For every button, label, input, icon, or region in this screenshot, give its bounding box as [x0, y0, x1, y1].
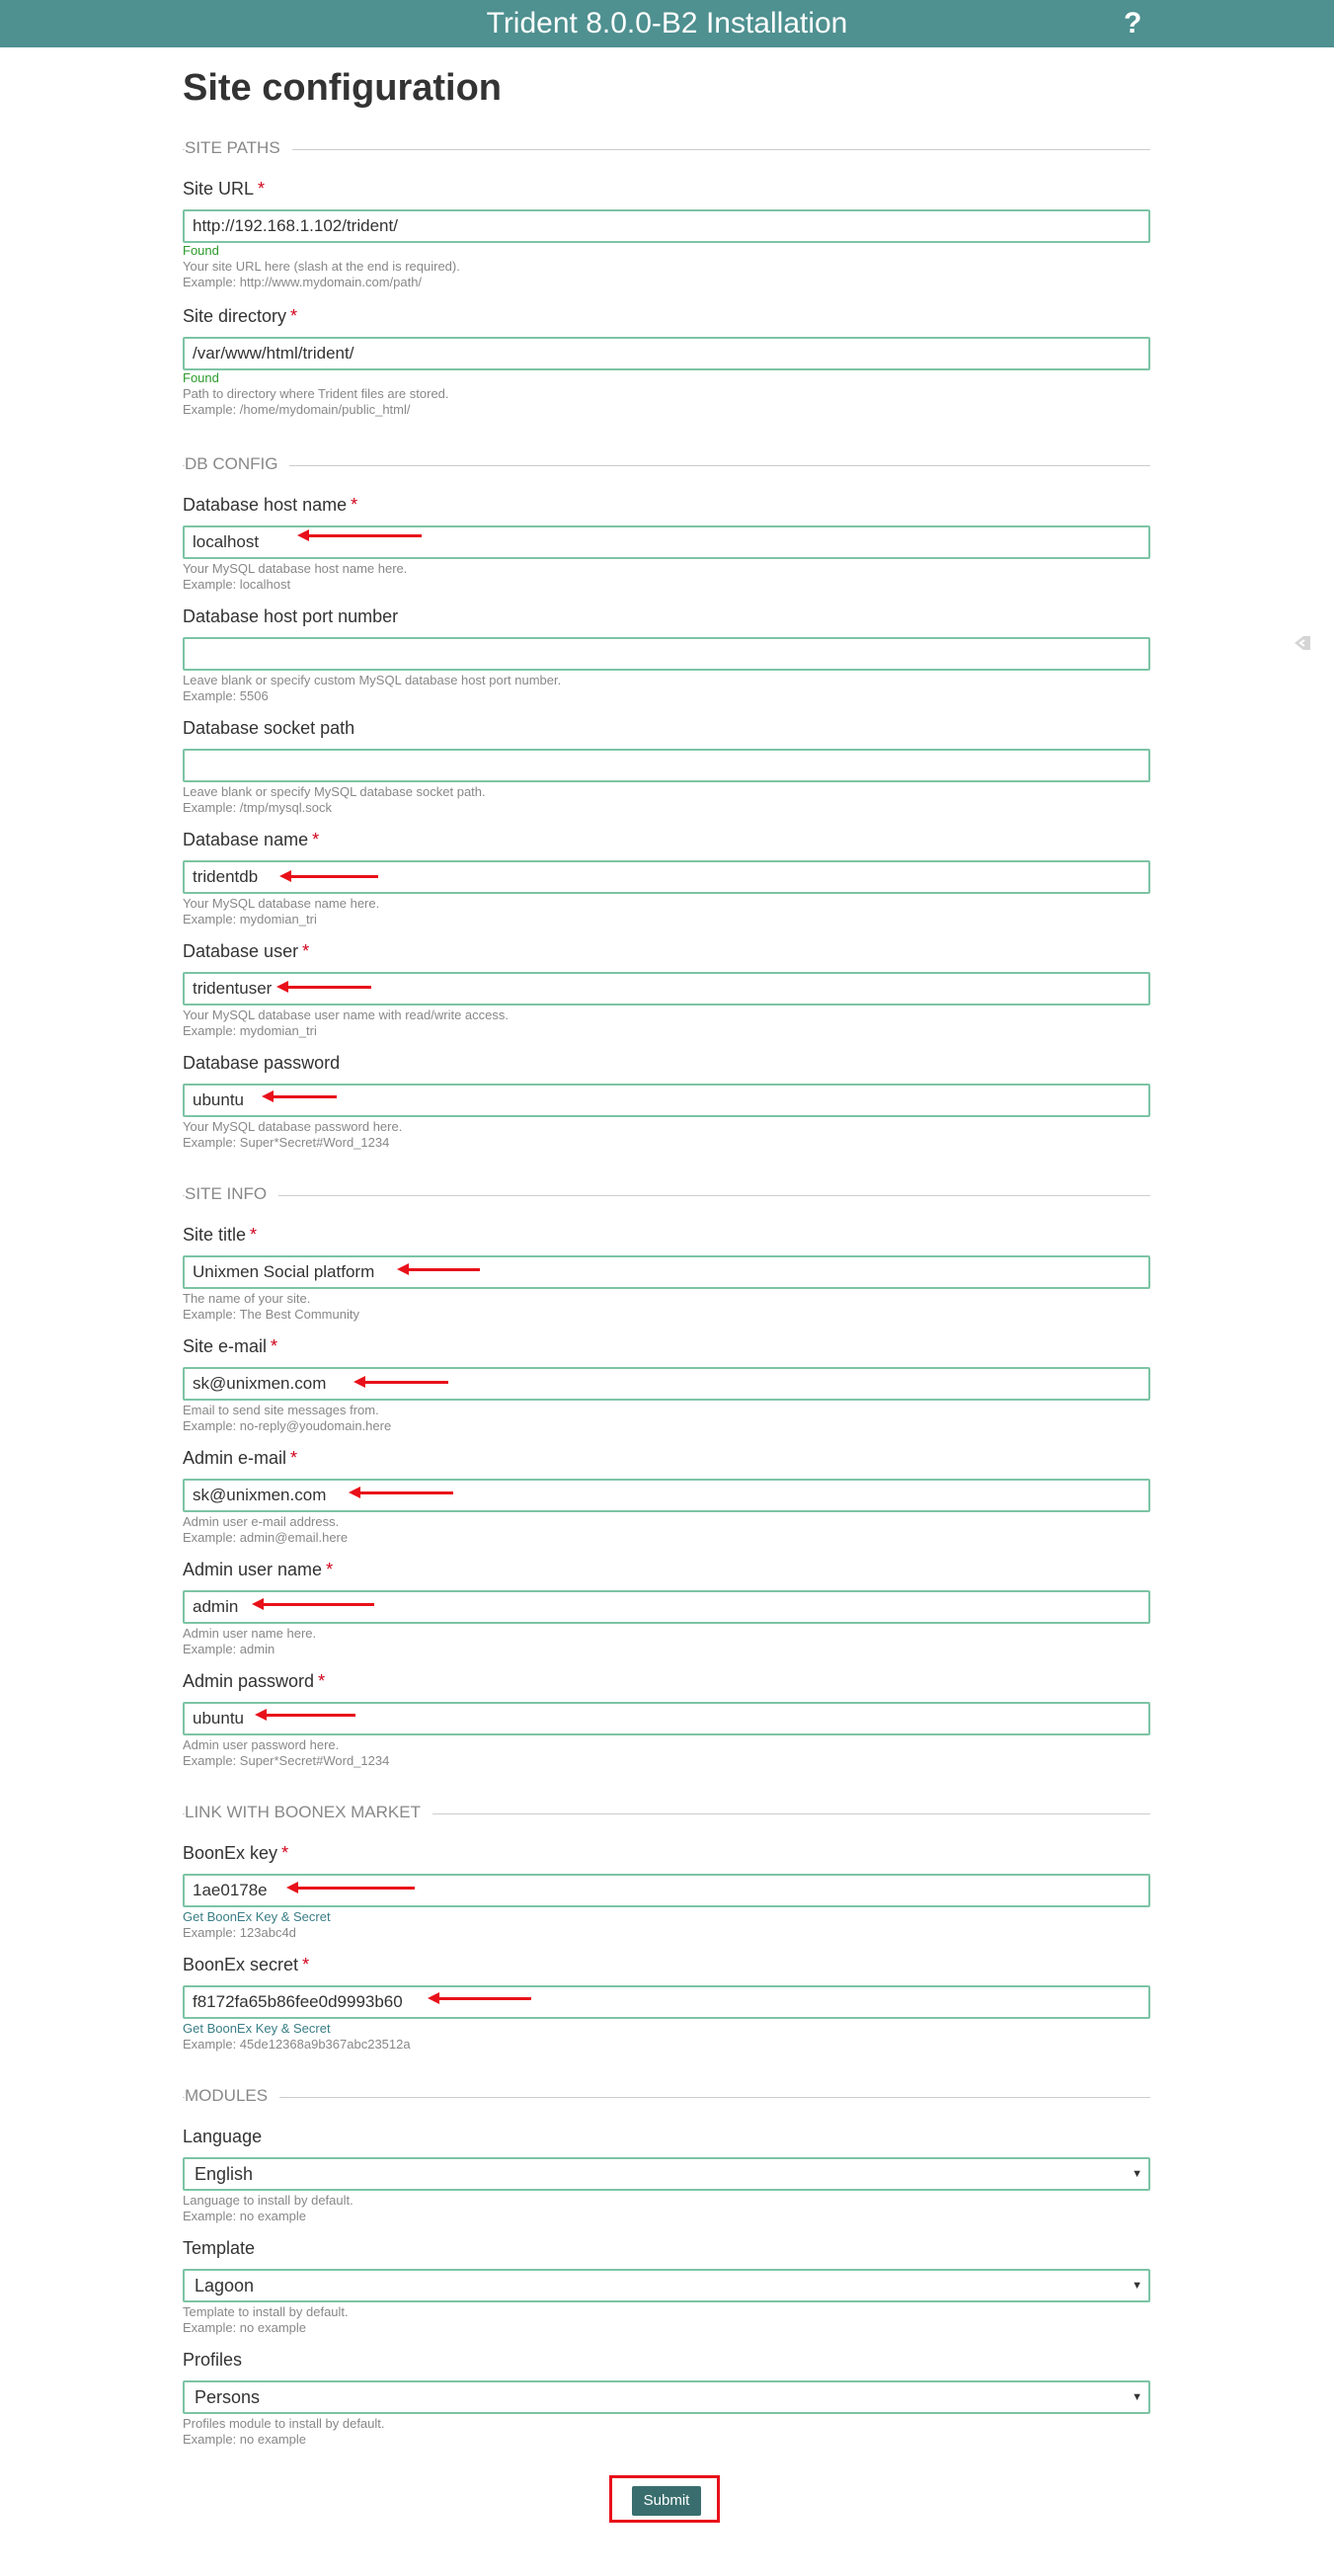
- boonex-key-input[interactable]: 1ae0178e: [183, 1874, 1150, 1907]
- field-label: Database password: [183, 1053, 341, 1073]
- template-select[interactable]: [183, 2269, 1150, 2302]
- site-directory-field: [183, 305, 1150, 417]
- submit-highlight-box: [609, 2475, 720, 2523]
- field-example: Example: The Best Community: [183, 1307, 359, 1322]
- field-help: Profiles module to install by default.: [183, 2416, 385, 2431]
- field-example: Example: 5506: [183, 688, 269, 703]
- db-password-field: [183, 1052, 1150, 1150]
- red-arrow-annotation: [265, 1714, 355, 1717]
- field-label: Database name: [183, 830, 309, 849]
- site-url-input[interactable]: http://192.168.1.102/trident/: [183, 209, 1150, 243]
- field-label: Admin password: [183, 1671, 315, 1691]
- boonex-secret-input[interactable]: f8172fa65b86fee0d9993b60: [183, 1985, 1150, 2019]
- field-help: Admin user e-mail address.: [183, 1514, 340, 1529]
- field-example: Example: 123abc4d: [183, 1925, 296, 1940]
- app-title: Trident 8.0.0-B2 Installation: [486, 7, 848, 40]
- field-example: Example: Super*Secret#Word_1234: [183, 1135, 390, 1150]
- select-value: Persons: [195, 2387, 261, 2407]
- section-title: SITE PATHS: [185, 138, 292, 158]
- field-help: Template to install by default.: [183, 2304, 349, 2319]
- field-label: Admin user name: [183, 1560, 323, 1579]
- required-mark: *: [271, 1336, 278, 1356]
- db-socket-field: [183, 717, 1150, 815]
- template-field: [183, 2237, 1150, 2335]
- field-help: Email to send site messages from.: [183, 1403, 379, 1417]
- field-help: Your MySQL database name here.: [183, 896, 380, 911]
- field-example: Example: 45de12368a9b367abc23512a: [183, 2037, 411, 2052]
- red-arrow-annotation: [407, 1268, 480, 1271]
- field-help: Your MySQL database password here.: [183, 1119, 403, 1134]
- red-arrow-annotation: [437, 1997, 531, 2000]
- field-help: Path to directory where Trident files are stored.: [183, 386, 449, 401]
- db-port-input[interactable]: [183, 637, 1150, 671]
- select-value: Lagoon: [195, 2276, 255, 2295]
- db-host-field: [183, 494, 1150, 592]
- field-label: BoonEx key: [183, 1843, 278, 1863]
- field-help: Leave blank or specify custom MySQL database host port number.: [183, 673, 562, 687]
- field-example: Example: no-reply@youdomain.here: [183, 1418, 392, 1433]
- section-title: LINK WITH BOONEX MARKET: [185, 1803, 432, 1822]
- red-arrow-annotation: [358, 1491, 453, 1494]
- section-site-paths: [183, 138, 1150, 158]
- status-found: Found: [183, 243, 219, 258]
- field-label: Profiles: [183, 2350, 243, 2370]
- section-title: MODULES: [185, 2086, 279, 2106]
- field-example: Example: /home/mydomain/public_html/: [183, 402, 411, 417]
- field-label: Site title: [183, 1225, 247, 1245]
- field-example: Example: no example: [183, 2209, 307, 2223]
- field-example: Example: Super*Secret#Word_1234: [183, 1753, 390, 1768]
- get-boonex-secret-link[interactable]: Get BoonEx Key & Secret: [183, 2021, 331, 2036]
- db-socket-input[interactable]: [183, 749, 1150, 782]
- profiles-field: [183, 2349, 1150, 2447]
- sidebar-toggle-icon[interactable]: [1291, 632, 1312, 654]
- required-mark: *: [250, 1225, 258, 1245]
- field-label: Database user: [183, 941, 299, 961]
- language-select[interactable]: [183, 2157, 1150, 2191]
- required-mark: *: [290, 1448, 298, 1468]
- admin-user-field: [183, 1559, 1150, 1656]
- section-boonex-market: [183, 1803, 1150, 1822]
- profiles-select[interactable]: [183, 2380, 1150, 2414]
- field-example: Example: no example: [183, 2432, 307, 2447]
- field-label: Admin e-mail: [183, 1448, 287, 1468]
- site-email-input[interactable]: sk@unixmen.com: [183, 1367, 1150, 1401]
- caret-down-icon: ▼: [1132, 2168, 1142, 2180]
- field-label: Database host name: [183, 495, 348, 515]
- field-example: Example: mydomian_tri: [183, 1023, 317, 1038]
- db-port-field: [183, 605, 1150, 703]
- section-site-info: [183, 1184, 1150, 1204]
- required-mark: *: [281, 1843, 289, 1863]
- field-example: Example: mydomian_tri: [183, 912, 317, 926]
- field-label: Site URL: [183, 179, 255, 199]
- language-field: [183, 2126, 1150, 2223]
- field-example: Example: localhost: [183, 577, 291, 592]
- field-help: Admin user name here.: [183, 1626, 317, 1641]
- db-password-input[interactable]: ubuntu: [183, 1084, 1150, 1117]
- field-help: Leave blank or specify MySQL database socket path.: [183, 784, 486, 799]
- field-help: Your MySQL database user name with read/write access.: [183, 1007, 509, 1022]
- field-example: Example: admin: [183, 1642, 275, 1656]
- site-title-input[interactable]: Unixmen Social platform: [183, 1255, 1150, 1289]
- page-title: Site configuration: [183, 67, 502, 109]
- field-label: Database socket path: [183, 718, 355, 738]
- submit-button[interactable]: Submit: [632, 2486, 701, 2516]
- red-arrow-annotation: [286, 986, 371, 989]
- admin-email-field: [183, 1447, 1150, 1545]
- help-icon[interactable]: ?: [1124, 7, 1142, 40]
- boonex-key-field: [183, 1842, 1150, 1940]
- field-label: Site e-mail: [183, 1336, 268, 1356]
- get-boonex-key-link[interactable]: Get BoonEx Key & Secret: [183, 1909, 331, 1924]
- field-example: Example: http://www.mydomain.com/path/: [183, 275, 423, 289]
- db-name-field: [183, 829, 1150, 926]
- field-help: Language to install by default.: [183, 2193, 353, 2208]
- required-mark: *: [312, 830, 320, 849]
- field-label: BoonEx secret: [183, 1955, 299, 1974]
- required-mark: *: [326, 1560, 334, 1579]
- site-directory-input[interactable]: /var/www/html/trident/: [183, 337, 1150, 370]
- field-help: Admin user password here.: [183, 1737, 340, 1752]
- required-mark: *: [302, 1955, 310, 1974]
- field-example: Example: /tmp/mysql.sock: [183, 800, 332, 815]
- field-label: Database host port number: [183, 606, 399, 626]
- select-value: English: [195, 2164, 254, 2184]
- required-mark: *: [302, 941, 310, 961]
- admin-password-input[interactable]: ubuntu: [183, 1702, 1150, 1735]
- caret-down-icon: ▼: [1132, 2280, 1142, 2292]
- field-label: Template: [183, 2238, 256, 2258]
- db-user-field: [183, 940, 1150, 1038]
- header-bar: [0, 0, 1334, 47]
- site-url-field: [183, 178, 1150, 289]
- section-title: SITE INFO: [185, 1184, 278, 1204]
- red-arrow-annotation: [363, 1381, 448, 1384]
- required-mark: *: [258, 179, 266, 199]
- field-example: Example: admin@email.here: [183, 1530, 349, 1545]
- field-help: Your site URL here (slash at the end is required).: [183, 259, 460, 274]
- red-arrow-annotation: [289, 875, 378, 878]
- status-found: Found: [183, 370, 219, 385]
- section-title: DB CONFIG: [185, 454, 289, 474]
- db-name-input[interactable]: tridentdb: [183, 860, 1150, 894]
- required-mark: *: [351, 495, 358, 515]
- red-arrow-annotation: [296, 1887, 415, 1890]
- admin-email-input[interactable]: sk@unixmen.com: [183, 1479, 1150, 1512]
- section-modules: [183, 2086, 1150, 2106]
- section-db-config: [183, 454, 1150, 474]
- field-example: Example: no example: [183, 2320, 307, 2335]
- red-arrow-annotation: [262, 1603, 374, 1606]
- db-host-input[interactable]: localhost: [183, 525, 1150, 559]
- caret-down-icon: ▼: [1132, 2391, 1142, 2403]
- admin-password-field: [183, 1670, 1150, 1768]
- boonex-secret-field: [183, 1954, 1150, 2052]
- site-title-field: [183, 1224, 1150, 1322]
- db-user-input[interactable]: tridentuser: [183, 972, 1150, 1006]
- field-help: Your MySQL database host name here.: [183, 561, 408, 576]
- field-help: The name of your site.: [183, 1291, 311, 1306]
- field-label: Site directory: [183, 306, 287, 326]
- site-email-field: [183, 1335, 1150, 1433]
- admin-user-input[interactable]: admin: [183, 1590, 1150, 1624]
- field-label: Language: [183, 2127, 263, 2146]
- required-mark: *: [290, 306, 298, 326]
- required-mark: *: [318, 1671, 326, 1691]
- red-arrow-annotation: [272, 1095, 337, 1098]
- red-arrow-annotation: [307, 534, 422, 537]
